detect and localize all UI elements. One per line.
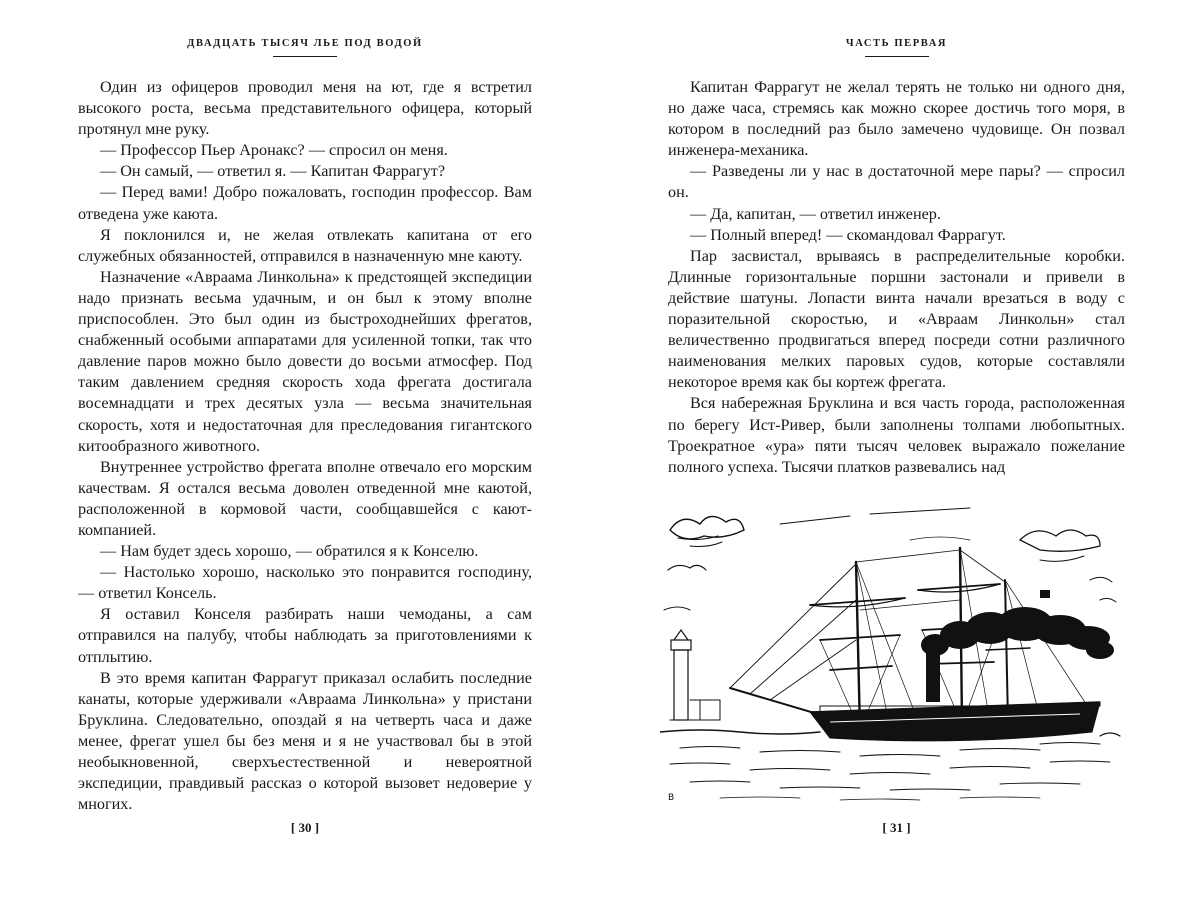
running-head-book-title: ДВАДЦАТЬ ТЫСЯЧ ЛЬЕ ПОД ВОДОЙ [187, 38, 423, 49]
frigate-engraving [660, 500, 1124, 805]
paragraph: Один из офицеров проводил меня на ют, где я встретил высокого роста, весьма представительного офицера, который протянул мне руку. [78, 78, 532, 139]
paragraph: Капитан Фаррагут не желал терять не только ни одного дня, но даже часа, стремясь как можно скорее достичь того моря, в котором в последний раз было замечено чудовище. Он позвал инженера-механика. [668, 78, 1125, 160]
left-page [78, 0, 532, 900]
paragraph: Пар засвистал, врываясь в распределительные коробки. Длинные горизонтальные поршни застонали и привели в действие шатуны. Лопасти винта начали врезаться в воду с поразительной скоростью, и «Авраам Линкольн» стал величественно продвигаться вперед посреди сотни различного наименования мелких паровых судов, которые составляли некоторое время как бы кортеж фрегата. [668, 246, 1125, 392]
paragraph: — Да, капитан, — ответил инженер. [690, 204, 941, 223]
paragraph: В это время капитан Фаррагут приказал ослабить последние канаты, которые удерживали «Авраама Линкольна» у пристани Бруклина. Следовательно, опоздай я на четверть часа и даже менее, фрегат ушел бы без меня и я не участвовал бы в этой необыкновенной, сверхъестественной и невероятной экспедиции, правдивый рассказ о которой вызовет недоверие у многих. [78, 668, 532, 814]
paragraph: Я поклонился и, не желая отвлекать капитана от его служебных обязанностей, отправился в назначенную мне каюту. [78, 225, 532, 265]
paragraph: — Профессор Пьер Аронакс? — спросил он меня. [100, 141, 448, 160]
paragraph: — Он самый, — ответил я. — Капитан Фаррагут? [100, 162, 446, 181]
paragraph: — Нам будет здесь хорошо, — обратился я к Конселю. [100, 542, 479, 561]
page-number: [ 31 ] [882, 820, 911, 835]
paragraph: — Разведены ли у нас в достаточной мере пары? — спросил он. [668, 162, 1125, 202]
paragraph: Вся набережная Бруклина и вся часть города, расположенная по берегу Ист-Ривер, были заполнены толпами любопытных. Троекратное «ура» пяти тысяч человек выражало пожелание полного успеха. Тысячи платков развевались над [668, 394, 1125, 476]
paragraph: Внутреннее устройство фрегата вполне отвечало его морским качествам. Я остался весьма доволен отведенной мне каютой, расположенной в кормовой части, сообщавшейся с кают-компанией. [78, 457, 532, 539]
paragraph: — Полный вперед! — скомандовал Фаррагут. [690, 225, 1006, 244]
paragraph: — Настолько хорошо, насколько это понравится господину, — ответил Консель. [78, 563, 532, 603]
illustrator-signature: B [668, 793, 675, 803]
right-page [668, 0, 1125, 900]
running-head-rule [273, 56, 337, 57]
running-head-part-title: ЧАСТЬ ПЕРВАЯ [845, 38, 948, 49]
ship-illustration [660, 500, 1124, 805]
running-head-rule [865, 56, 929, 57]
left-page-text [78, 77, 532, 815]
right-page-text [668, 77, 1125, 478]
paragraph: Назначение «Авраама Линкольна» к предстоящей экспедиции надо признать весьма удачным, и он был к этому вполне приспособлен. Это был один из быстроходнейших фрегатов, снабженный особыми аппаратами для усиленной топки, так что давление паров можно было довести до восьми атмосфер. Под таким давлением средняя скорость хода фрегата достигала восемнадцати и трех десятых узла — весьма значительная скорость, хотя и недостаточная для преследования гигантского китообразного животного. [78, 267, 532, 455]
paragraph: — Перед вами! Добро пожаловать, господин профессор. Вам отведена уже каюта. [78, 183, 532, 223]
paragraph: Я оставил Конселя разбирать наши чемоданы, а сам отправился на палубу, чтобы наблюдать за приготовлениями к отплытию. [78, 605, 532, 666]
page-number: [ 30 ] [290, 820, 320, 835]
